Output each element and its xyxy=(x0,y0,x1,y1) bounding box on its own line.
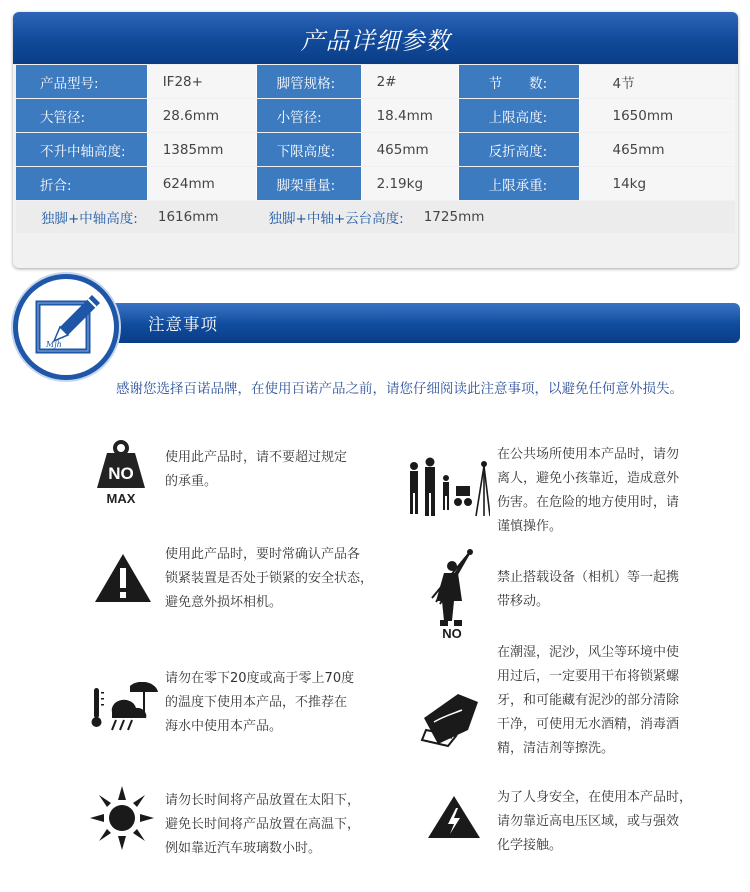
notice-text-4: 禁止搭载设备（相机）等一起携 带移动。 xyxy=(497,570,680,609)
max-label: MAX xyxy=(106,491,136,506)
notice-text-2: 在公共场所使用本产品时，请勿 离人，避免小孩靠近，造成意外 伤害。在危险的地方使用时，请 谨慎操作。 xyxy=(497,447,680,534)
spec-label: 上限承重: xyxy=(459,167,581,200)
spec-card-header xyxy=(13,12,738,64)
no-carry-icon xyxy=(422,548,482,644)
spec-value: 1385mm xyxy=(148,133,257,166)
high-voltage-icon xyxy=(426,794,482,844)
spec-value: 2# xyxy=(362,65,459,98)
spec-value: 465mm xyxy=(362,133,459,166)
cleaning-cloth-icon xyxy=(418,688,484,752)
warning-icon xyxy=(93,552,153,608)
spec-label: 脚管规格: xyxy=(257,65,362,98)
spec-label: 节 数: xyxy=(459,65,581,98)
spec-extra-value: 1725mm xyxy=(423,209,485,225)
spec-row-extra xyxy=(16,201,735,233)
notice-title: 注意事项 xyxy=(148,315,218,334)
spec-label: 脚架重量: xyxy=(257,167,362,200)
sun-icon xyxy=(90,786,154,854)
spec-extra-label: 独脚+中轴+云台高度: xyxy=(268,211,404,227)
no-max-weight-icon xyxy=(95,440,147,510)
spec-value: 2.19kg xyxy=(362,167,459,200)
notice-text-5: 请勿在零下20度或高于零上70度 的温度下使用本产品，不推荐在 海水中使用本产品。 xyxy=(165,671,355,734)
spec-value: 28.6mm xyxy=(148,99,257,132)
spec-row xyxy=(16,133,735,166)
spec-card xyxy=(13,12,738,268)
spec-value: 465mm xyxy=(580,133,735,166)
page-title: 产品详细参数 xyxy=(300,26,451,55)
spec-label: 大管径: xyxy=(16,99,148,132)
spec-label: 不升中轴高度: xyxy=(16,133,148,166)
spec-value: 18.4mm xyxy=(362,99,459,132)
spec-label: 下限高度: xyxy=(257,133,362,166)
temperature-weather-icon xyxy=(90,682,160,738)
notice-header-bar xyxy=(100,303,740,343)
badge-signature: Mjh xyxy=(46,340,62,349)
no-label: NO xyxy=(108,464,134,483)
notice-text-6: 在潮湿，泥沙，风尘等环境中使 用过后，一定要用干布将锁紧螺 牙，和可能藏有泥沙的部分清除 干净，可使用无水酒精，消毒酒 精，清洁剂等擦洗。 xyxy=(497,645,680,756)
spec-value: 624mm xyxy=(148,167,257,200)
spec-extra-label: 独脚+中轴高度: xyxy=(41,211,138,227)
notice-text-1: 使用此产品时，请不要超过规定 的承重。 xyxy=(165,450,348,489)
pencil-note-icon xyxy=(18,279,114,375)
spec-label: 产品型号: xyxy=(16,65,148,98)
spec-value: 4节 xyxy=(580,65,735,98)
notice-text-8: 为了人身安全，在使用本产品时， 请勿靠近高电压区域，或与强效 化学接触。 xyxy=(497,790,693,853)
people-tripod-icon xyxy=(404,456,490,522)
spec-row xyxy=(16,99,735,132)
spec-value: IF28+ xyxy=(148,65,257,98)
spec-label: 反折高度: xyxy=(459,133,581,166)
spec-row xyxy=(16,167,735,200)
notice-text-3: 使用此产品时，要时常确认产品各 锁紧装置是否处于锁紧的安全状态， 避免意外损坏相机。 xyxy=(165,547,374,610)
spec-label: 上限高度: xyxy=(459,99,581,132)
notice-text-7: 请勿长时间将产品放置在太阳下， 避免长时间将产品放置在高温下， 例如靠近汽车玻璃数小时。 xyxy=(165,793,361,856)
spec-value: 1650mm xyxy=(580,99,735,132)
spec-extra-value: 1616mm xyxy=(157,209,219,225)
spec-table xyxy=(16,65,735,234)
intro-text: 感谢您选择百诺品牌，在使用百诺产品之前，请您仔细阅读此注意事项，以避免任何意外损失。 xyxy=(116,381,683,397)
spec-label: 折合: xyxy=(16,167,148,200)
spec-label: 小管径: xyxy=(257,99,362,132)
spec-value: 14kg xyxy=(580,167,735,200)
no-label: NO xyxy=(442,626,462,640)
spec-row xyxy=(16,65,735,98)
